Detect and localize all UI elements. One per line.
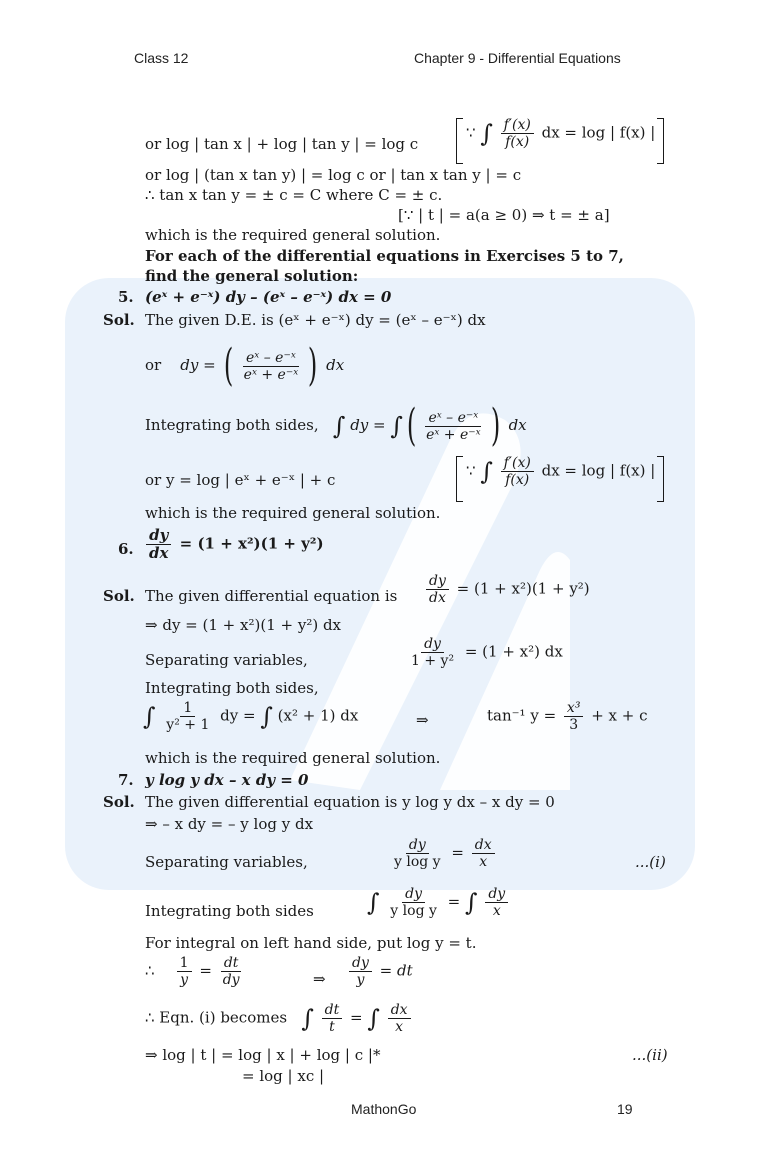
sol6-line-4: Integrating both sides, — [145, 679, 319, 697]
sol7-line-9: = log | xc | — [242, 1067, 325, 1085]
eq-line-4: [∵ | t | = a(a ≥ 0) ⇒ t = ± a] — [398, 206, 610, 224]
sol7-line-3-rhs: $\frac{dy}{\text{y log y}}$ = $\frac{dx}{x}$ — [388, 838, 498, 869]
sol7-line-3: Separating variables, — [145, 853, 308, 871]
conclusion-1: which is the required general solution. — [145, 226, 441, 244]
eq-label-ii: ...(ii) — [632, 1046, 668, 1064]
sol7-line-4-rhs: ∫ $\frac{dy}{\text{y log y}}$ = ∫ $\frac{dy}{x}$ — [367, 887, 511, 918]
sol6-line-5-rhs: tan⁻¹ y = $\frac{\text{x³}}{3}$ + x + c — [487, 700, 648, 733]
page-number: 19 — [617, 1101, 633, 1117]
sol5-line-3: Integrating both sides, ∫ dy = ∫( $\frac{\text{eˣ – e⁻ˣ}}{\text{eˣ + e⁻ˣ}}$ ) dx — [145, 400, 527, 451]
conclusion-6: which is the required general solution. — [145, 749, 441, 767]
bracket-right-2 — [657, 456, 664, 502]
exercise-heading-2: find the general solution: — [145, 267, 359, 285]
sol6-line-2: ⇒ dy = (1 + x²)(1 + y²) dx — [145, 616, 342, 634]
formula-hint-2: ∵ ∫ $\frac{f'(x)}{f(x)}$ dx = log | f(x) | — [466, 455, 656, 488]
sol5-line-2: or dy = ( $\frac{\text{eˣ – e⁻ˣ}}{\text{eˣ + e⁻ˣ}}$ ) dx — [145, 340, 345, 391]
sol-label-5: Sol. — [103, 311, 135, 329]
sol7-line-6-rhs: $\frac{dy}{y}$ = dt — [346, 956, 413, 987]
formula-hint-1: ∵ ∫ $\frac{f'(x)}{f(x)}$ dx = log | f(x) | — [466, 117, 656, 150]
eq-line-1: or log | tan x | + log | tan y | = log c — [145, 135, 419, 153]
sol7-line-2: ⇒ – x dy = – y log y dx — [145, 815, 314, 833]
question-6-number: 6. — [118, 540, 134, 558]
sol-label-7: Sol. — [103, 793, 135, 811]
eq-line-2: or log | (tan x tan y) | = log c or | tan x tan y | = c — [145, 166, 522, 184]
question-5-number: 5. — [118, 288, 134, 306]
question-7: y log y dx – x dy = 0 — [145, 771, 309, 789]
bracket-left-2 — [456, 456, 463, 502]
sol7-line-1: The given differential equation is y log y dx – x dy = 0 — [145, 793, 555, 811]
sol6-line-3-rhs: $\frac{dy}{\text{1 + y²}}$ = (1 + x²) dx — [411, 636, 563, 669]
sol6-line-1: The given differential equation is — [145, 587, 398, 605]
footer-brand: MathonGo — [351, 1101, 417, 1117]
question-6: $\frac{dy}{dx}$ = (1 + x²)(1 + y²) — [143, 528, 324, 561]
bracket-left — [456, 118, 463, 164]
sol7-line-6: ∴ $\frac{1}{y}$ = $\frac{dt}{dy}$ — [145, 955, 240, 988]
bracket-right — [657, 118, 664, 164]
sol7-line-8: ⇒ log | t | = log | x | + log | c |* — [145, 1046, 381, 1064]
sol6-line-3: Separating variables, — [145, 651, 308, 669]
exercise-heading-1: For each of the differential equations in Exercises 5 to 7, — [145, 247, 624, 265]
sol6-line-5-implies: ⇒ — [416, 711, 429, 729]
sol7-line-5: For integral on left hand side, put log y = t. — [145, 934, 477, 952]
sol5-line-1: The given D.E. is (eˣ + e⁻ˣ) dy = (eˣ – e⁻ˣ) dx — [145, 311, 486, 329]
sol7-line-6-implies: ⇒ — [313, 970, 326, 988]
sol-label-6: Sol. — [103, 587, 135, 605]
sol7-line-7: ∴ Eqn. (i) becomes ∫ $\frac{dt}{t}$ = ∫ $\frac{dx}{x}$ — [145, 1003, 414, 1034]
question-5: (eˣ + e⁻ˣ) dy – (eˣ – e⁻ˣ) dx = 0 — [145, 288, 392, 306]
eq-label-i: ...(i) — [635, 853, 666, 871]
sol7-line-4: Integrating both sides — [145, 902, 314, 920]
header-chapter: Chapter 9 - Differential Equations — [414, 50, 621, 66]
sol5-line-4: or y = log | eˣ + e⁻ˣ | + c — [145, 471, 336, 489]
eq-line-3: ∴ tan x tan y = ± c = C where C = ± c. — [145, 186, 443, 204]
sol6-line-1-rhs: $\frac{dy}{dx}$ = (1 + x²)(1 + y²) — [423, 574, 590, 605]
question-7-number: 7. — [118, 771, 134, 789]
sol6-line-5: ∫ $\frac{1}{\text{y² + 1}}$ dy = ∫ (x² + 1) dx — [143, 700, 359, 733]
header-class: Class 12 — [134, 50, 189, 66]
conclusion-5: which is the required general solution. — [145, 504, 441, 522]
